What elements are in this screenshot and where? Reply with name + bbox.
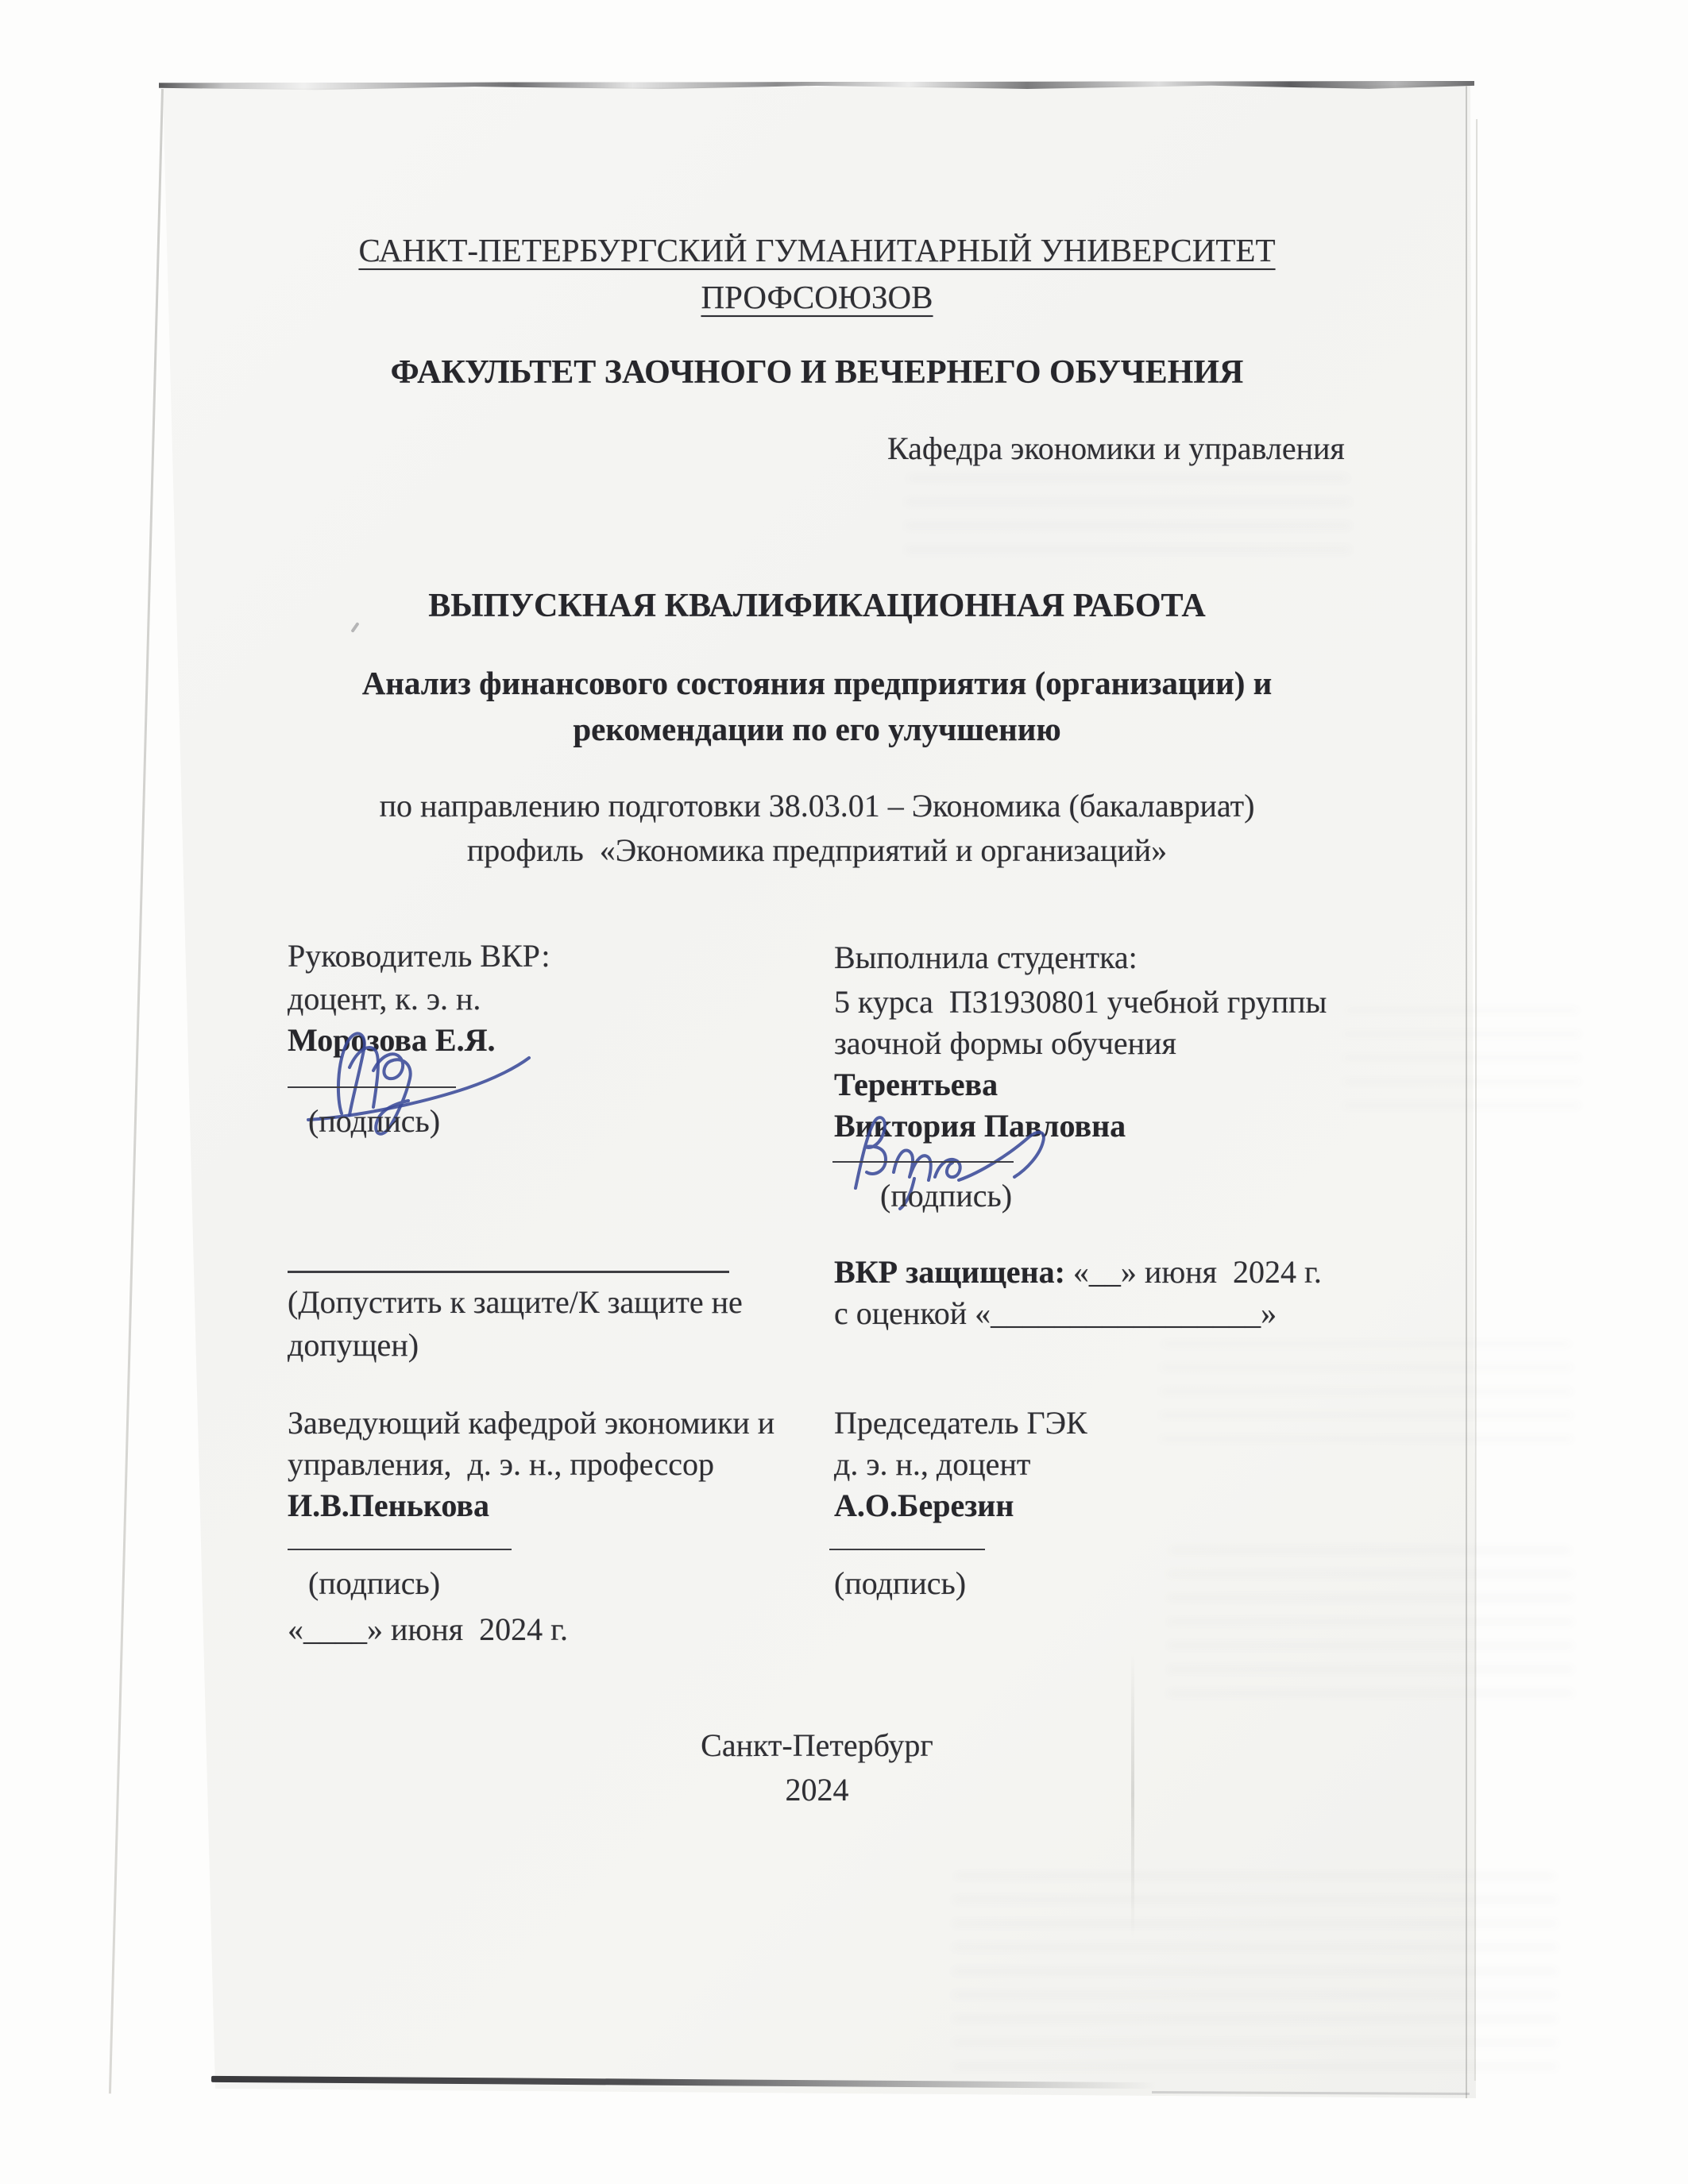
supervisor-signature-line [288,1086,456,1088]
page-left-edge [109,89,164,2093]
head-of-department-name: И.В.Пенькова [288,1488,489,1523]
student-form-line: заочной формы обучения [834,1025,1176,1061]
defense-label: ВКР защищена: [834,1254,1065,1290]
gek-chair-name: А.О.Березин [834,1488,1014,1523]
student-heading: Выполнила студентка: [834,940,1138,975]
student-surname: Терентьева [834,1067,999,1102]
thesis-title-line2: рекомендации по его улучшению [573,711,1061,747]
defense-grade-line: с оценкой «_________________» [834,1295,1277,1331]
bleed-through-text [1342,1009,1581,1120]
student-signature-line [832,1161,1014,1163]
student-sign-caption: (подпись) [880,1178,1013,1214]
admission-caption-line1: (Допустить к защите/К защите не [288,1284,743,1320]
head-of-department-sign-caption: (подпись) [308,1565,441,1601]
bleed-through-text [953,1874,1557,2081]
head-of-department-title-line1: Заведующий кафедрой экономики и [288,1405,775,1441]
gek-chair-title: Председатель ГЭК [834,1405,1087,1441]
bleed-through-text [906,477,1350,572]
defense-date-line [834,1255,1322,1290]
gek-chair-sign-caption: (подпись) [834,1565,967,1601]
head-of-department-signature-line [288,1549,512,1550]
admission-decision-line [288,1271,729,1273]
student-patronymic: Виктория Павловна [834,1108,1126,1144]
city-line: Санкт-Петербург [701,1727,933,1763]
bleed-through-text [1160,1342,1573,1461]
head-of-department-date-line: «____» июня 2024 г. [288,1611,568,1647]
gek-chair-degree: д. э. н., доцент [834,1446,1031,1482]
gek-chair-signature-line [829,1549,985,1550]
university-name-line1: САНКТ-ПЕТЕРБУРГСКИЙ ГУМАНИТАРНЫЙ УНИВЕРСИТЕТ [358,232,1276,268]
department-name: Кафедра экономики и управления [887,430,1345,466]
program-line: по направлению подготовки 38.03.01 – Экономика (бакалавриат) [379,788,1255,824]
year-line: 2024 [785,1772,849,1808]
thesis-title-line1: Анализ финансового состояния предприятия (организации) и [361,665,1273,701]
head-of-department-title-line2: управления, д. э. н., профессор [288,1446,714,1482]
supervisor-name: Морозова Е.Я. [288,1022,496,1058]
faculty-name: ФАКУЛЬТЕТ ЗАОЧНОГО И ВЕЧЕРНЕГО ОБУЧЕНИЯ [390,354,1244,391]
supervisor-degree: доцент, к. э. н. [288,981,481,1017]
student-group-line: 5 курса ПЗ1930801 учебной группы [834,984,1327,1020]
work-type-title: ВЫПУСКНАЯ КВАЛИФИКАЦИОННАЯ РАБОТА [428,588,1206,624]
supervisor-sign-caption: (подпись) [308,1103,441,1139]
admission-caption-line2: допущен) [288,1327,419,1363]
university-name-line2: ПРОФСОЮЗОВ [701,279,933,315]
supervisor-role: Руководитель ВКР: [288,938,550,974]
defense-date-part: «__» июня 2024 г. [1064,1254,1322,1290]
bleed-through-text [1168,1549,1573,1715]
profile-line: профиль «Экономика предприятий и организаций» [466,832,1168,868]
